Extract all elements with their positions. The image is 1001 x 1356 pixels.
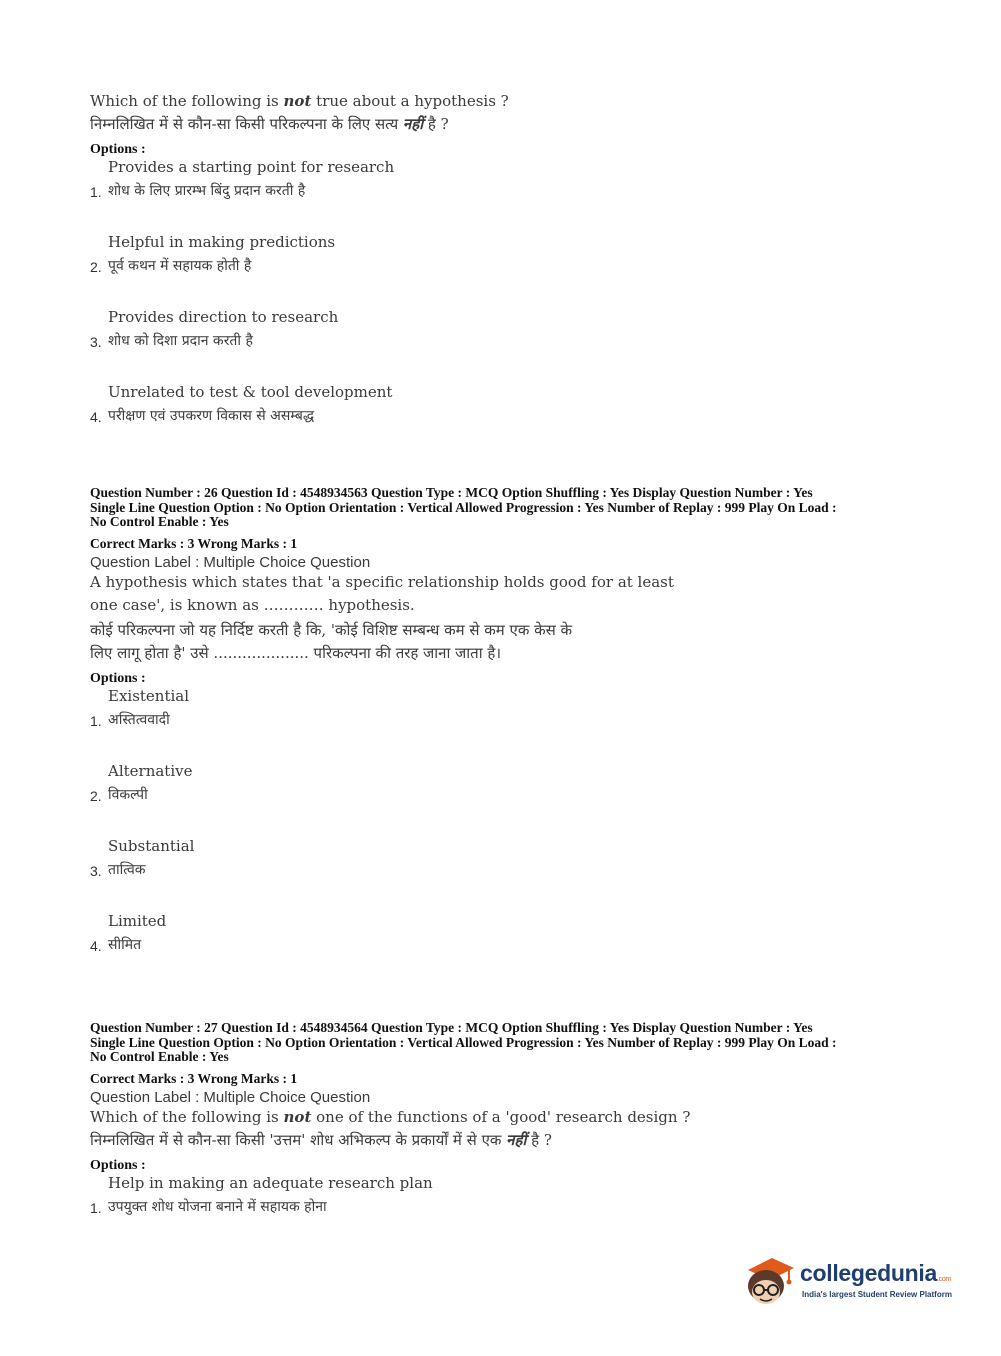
meta-line: Question Number : 27 Question Id : 4548934564 Question Type : MCQ Option Shuffling : Yes Display Question Number : Yes <box>90 1020 813 1035</box>
option-4 <box>90 912 910 987</box>
option-text-en: Substantial <box>108 836 195 855</box>
question-27 <box>90 1021 910 1249</box>
option-text-hi: परीक्षण एवं उपकरण विकास से असम्बद्ध <box>108 408 315 424</box>
option-number: 1. <box>90 712 102 729</box>
question-26 <box>90 486 910 987</box>
option-text-en: Helpful in making predictions <box>108 233 336 251</box>
option-number: 1. <box>90 184 102 200</box>
option-number: 4. <box>90 409 102 425</box>
option-1 <box>90 1174 910 1249</box>
question-25 <box>90 90 910 458</box>
option-text-hi: शोध के लिए प्रारम्भ बिंदु प्रदान करती है <box>108 183 306 199</box>
options-label: Options : <box>90 1157 146 1173</box>
option-3 <box>90 308 910 383</box>
question-text-hi: निम्नलिखित में से कौन-सा किसी 'उत्तम' शोध अभिकल्प के प्रकार्यों में से एक नहीं है ? <box>90 1130 552 1149</box>
option-text-en: Provides direction to research <box>108 308 339 326</box>
option-3 <box>90 837 910 912</box>
option-text-hi: सीमित <box>108 936 142 953</box>
question-text-hi: कोई परिकल्पना जो यह निर्दिष्ट करती है कि, 'कोई विशिष्ट सम्बन्ध कम से कम एक केस के लिए लागू होता है' उसे .................... परिकल्पना की तरह जाना जाता है। <box>90 620 573 662</box>
option-text-en: Alternative <box>108 761 193 780</box>
option-text-en: Limited <box>108 911 167 930</box>
collegedunia-logo[interactable] <box>742 1252 972 1312</box>
option-text-hi: पूर्व कथन में सहायक होती है <box>108 258 252 274</box>
meta-line: No Control Enable : Yes <box>90 1049 229 1064</box>
options-label: Options : <box>90 142 146 157</box>
logo-tagline: India's largest Student Review Platform <box>802 1290 952 1299</box>
meta-line: Single Line Question Option : No Option Orientation : Vertical Allowed Progression : Yes Number of Replay : 999 Play On Load : <box>90 499 837 515</box>
mascot-icon <box>742 1252 796 1308</box>
question-meta <box>90 1021 910 1065</box>
option-number: 3. <box>90 862 102 879</box>
option-text-en: Existential <box>108 686 190 705</box>
option-number: 3. <box>90 334 102 350</box>
option-text-hi: तात्विक <box>108 861 146 878</box>
option-text-en: Unrelated to test & tool development <box>108 383 393 401</box>
option-text-en: Provides a starting point for research <box>108 158 395 176</box>
option-1 <box>90 158 910 233</box>
option-number: 2. <box>90 787 102 804</box>
meta-line: Single Line Question Option : No Option Orientation : Vertical Allowed Progression : Yes Number of Replay : 999 Play On Load : <box>90 1034 837 1050</box>
option-2 <box>90 233 910 308</box>
logo-wordmark: collegedunia.com <box>800 1260 951 1286</box>
question-text-hi: निम्नलिखित में से कौन-सा किसी परिकल्पना के लिए सत्य नहीं है ? <box>90 115 449 133</box>
option-text-hi: अस्तित्ववादी <box>108 711 170 728</box>
question-text-en: A hypothesis which states that 'a specific relationship holds good for at least one case', is known as ………… hypothesis. <box>90 572 674 614</box>
options-label: Options : <box>90 670 146 686</box>
option-number: 2. <box>90 259 102 275</box>
meta-line: No Control Enable : Yes <box>90 514 229 529</box>
question-label: Question Label : Multiple Choice Question <box>90 553 371 571</box>
option-text-hi: शोध को दिशा प्रदान करती है <box>108 333 253 349</box>
question-text-en: Which of the following is not true about a hypothesis ? <box>90 92 509 110</box>
option-number: 4. <box>90 937 102 954</box>
question-label: Question Label : Multiple Choice Question <box>90 1088 371 1106</box>
logo-dotcom: .com <box>936 1276 951 1283</box>
question-text-en: Which of the following is not one of the functions of a 'good' research design ? <box>90 1107 691 1126</box>
option-text-hi: उपयुक्त शोध योजना बनाने में सहायक होना <box>108 1198 327 1215</box>
option-text-hi: विकल्पी <box>108 786 148 803</box>
option-1 <box>90 687 910 762</box>
option-4 <box>90 383 910 458</box>
option-2 <box>90 762 910 837</box>
question-meta <box>90 486 910 530</box>
option-text-en: Help in making an adequate research plan <box>108 1173 433 1192</box>
marks-line: Correct Marks : 3 Wrong Marks : 1 <box>90 535 298 551</box>
marks-line: Correct Marks : 3 Wrong Marks : 1 <box>90 1070 298 1086</box>
meta-line: Question Number : 26 Question Id : 4548934563 Question Type : MCQ Option Shuffling : Yes Display Question Number : Yes <box>90 485 813 500</box>
option-number: 1. <box>90 1199 102 1216</box>
